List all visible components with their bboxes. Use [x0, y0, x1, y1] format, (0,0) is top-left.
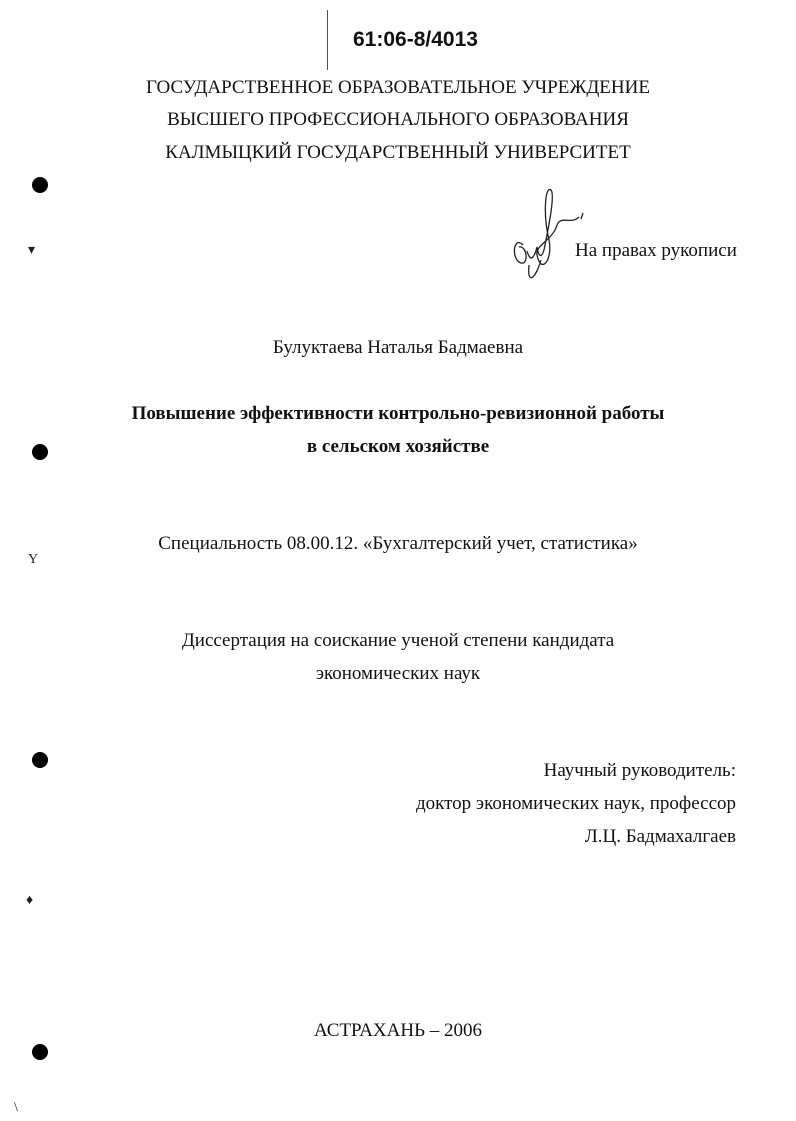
scan-artifact: ▾ [28, 243, 36, 258]
specialty: Специальность 08.00.12. «Бухгалтерский учет, статистика» [158, 533, 638, 554]
institution-line-1: ГОСУДАРСТВЕННОЕ ОБРАЗОВАТЕЛЬНОЕ УЧРЕЖДЕНИЕ [146, 77, 650, 98]
author-name: Булуктаева Наталья Бадмаевна [272, 337, 524, 358]
punch-hole [32, 177, 48, 193]
signature [505, 185, 585, 290]
punch-hole [32, 1044, 48, 1060]
title-line-1: Повышение эффективности контрольно-ревизионной работы [131, 403, 665, 424]
institution-line-3: КАЛМЫЦКИЙ ГОСУДАРСТВЕННЫЙ УНИВЕРСИТЕТ [165, 142, 631, 163]
punch-hole [32, 444, 48, 460]
archive-stamp: 61:06-8/4013 [353, 28, 478, 51]
scan-artifact: Y [28, 552, 39, 567]
manuscript-rights-note: На правах рукописи [575, 240, 737, 261]
dissertation-line-2: экономических наук [315, 663, 481, 684]
supervisor-label: Научный руководитель: [543, 760, 736, 781]
scan-artifact: ♦ [26, 893, 34, 908]
scan-artifact: \ [14, 1100, 18, 1115]
punch-hole [32, 752, 48, 768]
scan-line [327, 10, 328, 70]
title-line-2: в сельском хозяйстве [306, 436, 490, 457]
institution-line-2: ВЫСШЕГО ПРОФЕССИОНАЛЬНОГО ОБРАЗОВАНИЯ [167, 109, 629, 130]
supervisor-name: Л.Ц. Бадмахалгаев [584, 826, 736, 847]
dissertation-line-1: Диссертация на соискание ученой степени кандидата [181, 630, 615, 651]
supervisor-degree: доктор экономических наук, профессор [415, 793, 736, 814]
place-year: АСТРАХАНЬ – 2006 [314, 1020, 482, 1041]
